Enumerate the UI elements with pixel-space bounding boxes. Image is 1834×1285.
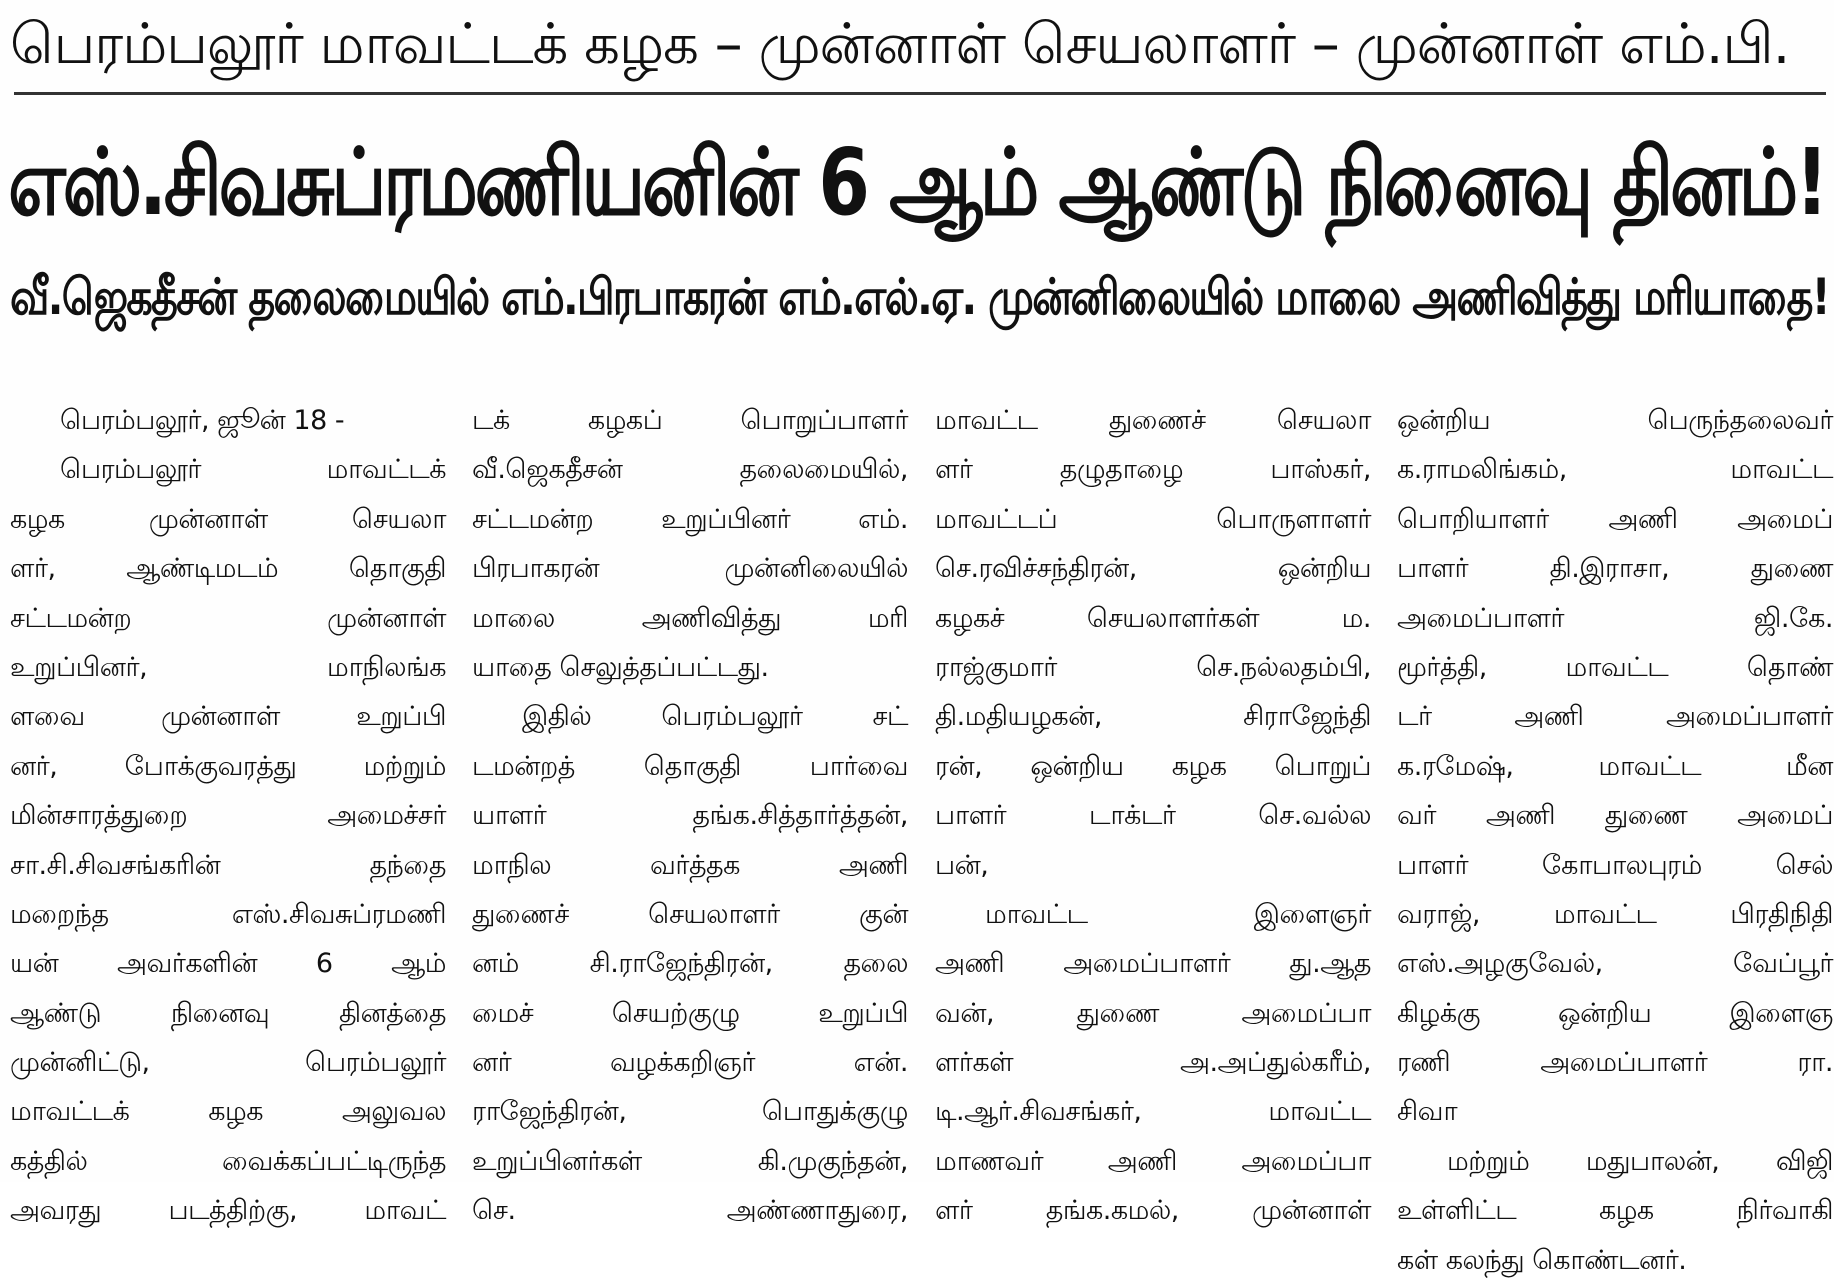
article-line: மற்றும் மதுபாலன், விஜி [1447,1145,1833,1177]
article-line: னர், போக்குவரத்து மற்றும் [10,750,446,782]
article-line: ரன், ஒன்றிய கழக பொறுப் [935,750,1371,782]
article-line: னர் வழக்கறிஞர் என். [472,1047,908,1079]
article-line: சட்டமன்ற முன்னாள் [10,602,446,634]
article-column-4 [1397,396,1833,1276]
article-line: மின்சாரத்துறை அமைச்சர் [10,800,446,832]
subheadline: வீ.ஜெகதீசன் தலைமையில் எம்.பிரபாகரன் எம்.எல்.ஏ. முன்னிலையில் மாலை அணிவித்து மரியாதை! [10,267,1829,326]
article-line: னம் சி.ராஜேந்திரன், தலை [472,948,908,980]
article-line: வீ.ஜெகதீசன் தலைமையில், [472,454,908,486]
article-line: ளர், ஆண்டிமடம் தொகுதி [10,553,446,585]
article-line: ரணி அமைப்பாளர் ரா. [1397,1047,1833,1079]
article-line: சட்டமன்ற உறுப்பினர் எம். [472,503,908,535]
article-column-2 [472,396,908,1227]
article-line: மாலை அணிவித்து மரி [472,602,908,634]
article-line: யாதை செலுத்தப்பட்டது. [472,651,769,683]
article-line: க.ரமேஷ், மாவட்ட மீன [1397,750,1833,782]
article-line: யன் அவர்களின் 6 ஆம் [10,948,446,980]
article-line: உறுப்பினர், மாநிலங்க [10,651,446,683]
article-line: மாணவர் அணி அமைப்பா [935,1145,1371,1177]
article-line: மைச் செயற்குழு உறுப்பி [472,997,908,1029]
article-line: பாளர் கோபாலபுரம் செல் [1397,849,1833,881]
article-line: டர் அணி அமைப்பாளர் [1397,701,1833,733]
article-line: மாவட்டக் கழக அலுவல [10,1096,446,1128]
article-line: தி.மதியழகன், சிராஜேந்தி [935,701,1371,733]
divider-rule [14,92,1826,95]
article-line: மாவட்ட இளைஞர் [985,898,1371,930]
article-line: ளர் தழுதாழை பாஸ்கர், [935,454,1371,486]
kicker-line: பெரம்பலூர் மாவட்டக் கழக – முன்னாள் செயலாளர் – முன்னாள் எம்.பி. [10,12,1790,77]
article-line: பொறியாளர் அணி அமைப் [1397,503,1833,535]
article-column-3 [935,396,1371,1227]
article-line: ளர்கள் அ.அப்துல்கரீம், [935,1047,1371,1079]
article-line: வன், துணை அமைப்பா [935,997,1371,1029]
article-line: பிரபாகரன் முன்னிலையில் [472,553,908,585]
article-line: யாளர் தங்க.சித்தார்த்தன், [472,800,908,832]
article-line: மாவட்டப் பொருளாளர் [935,503,1371,535]
article-line: வர் அணி துணை அமைப் [1397,800,1833,832]
article-line: கத்தில் வைக்கப்பட்டிருந்த [10,1145,446,1177]
article-line: கிழக்கு ஒன்றிய இளைஞ [1397,997,1833,1029]
article-line: பாளர் தி.இராசா, துணை [1397,553,1833,585]
article-line: ஒன்றிய பெருந்தலைவர் [1397,405,1833,436]
article-line: கழகச் செயலாளர்கள் ம. [935,602,1371,634]
article-line: சிவா [1397,1096,1458,1128]
article-line: மூர்த்தி, மாவட்ட தொண் [1397,651,1833,683]
article-line: கழக முன்னாள் செயலா [10,503,446,535]
article-line: க.ராமலிங்கம், மாவட்ட [1397,454,1833,486]
article-line: பாளர் டாக்டர் செ.வல்ல [935,800,1371,832]
article-line: மறைந்த எஸ்.சிவசுப்ரமணி [10,898,446,930]
article-line: அமைப்பாளர் ஜி.கே. [1397,602,1833,634]
article-line: டி.ஆர்.சிவசங்கர், மாவட்ட [935,1096,1371,1128]
article-line: மாவட்ட துணைச் செயலா [935,405,1371,436]
article-line: உறுப்பினர்கள் கி.முகுந்தன், [472,1145,908,1177]
article-line: அணி அமைப்பாளர் து.ஆத [935,948,1371,980]
article-line: ராஜேந்திரன், பொதுக்குழு [472,1096,908,1128]
article-line: ராஜ்குமார் செ.நல்லதம்பி, [935,651,1371,683]
article-line: செ.ரவிச்சந்திரன், ஒன்றிய [935,553,1371,585]
article-line: இதில் பெரம்பலூர் சட் [522,701,908,733]
article-line: டமன்றத் தொகுதி பார்வை [472,750,908,782]
article-line: டக் கழகப் பொறுப்பாளர் [472,405,908,436]
article-line: செ. அண்ணாதுரை, [472,1195,908,1227]
article-line: ஆண்டு நினைவு தினத்தை [10,997,446,1029]
article-line: எஸ்.அழகுவேல், வேப்பூர் [1397,948,1833,980]
article-line: துணைச் செயலாளர் குன் [472,898,908,930]
article-line: அவரது படத்திற்கு, மாவட் [10,1195,446,1227]
article-line: ளவை முன்னாள் உறுப்பி [10,701,446,733]
article-line: வராஜ், மாவட்ட பிரதிநிதி [1397,898,1833,930]
article-line: சா.சி.சிவசங்கரின் தந்தை [10,849,446,881]
article-line: முன்னிட்டு, பெரம்பலூர் [10,1047,446,1079]
article-line: பெரம்பலூர், ஜூன் 18 - [60,405,345,436]
article-line: உள்ளிட்ட கழக நிர்வாகி [1397,1195,1833,1227]
article-line: பெரம்பலூர் மாவட்டக் [60,454,446,486]
article-column-1 [10,396,446,1227]
article-line: ளர் தங்க.கமல், முன்னாள் [935,1195,1371,1227]
article-line: பன், [935,849,989,881]
headline: எஸ்.சிவசுப்ரமணியனின் 6 ஆம் ஆண்டு நினைவு தினம்! [8,129,1826,236]
article-line: கள் கலந்து கொண்டனர். [1397,1244,1687,1276]
article-line: மாநில வர்த்தக அணி [472,849,908,881]
